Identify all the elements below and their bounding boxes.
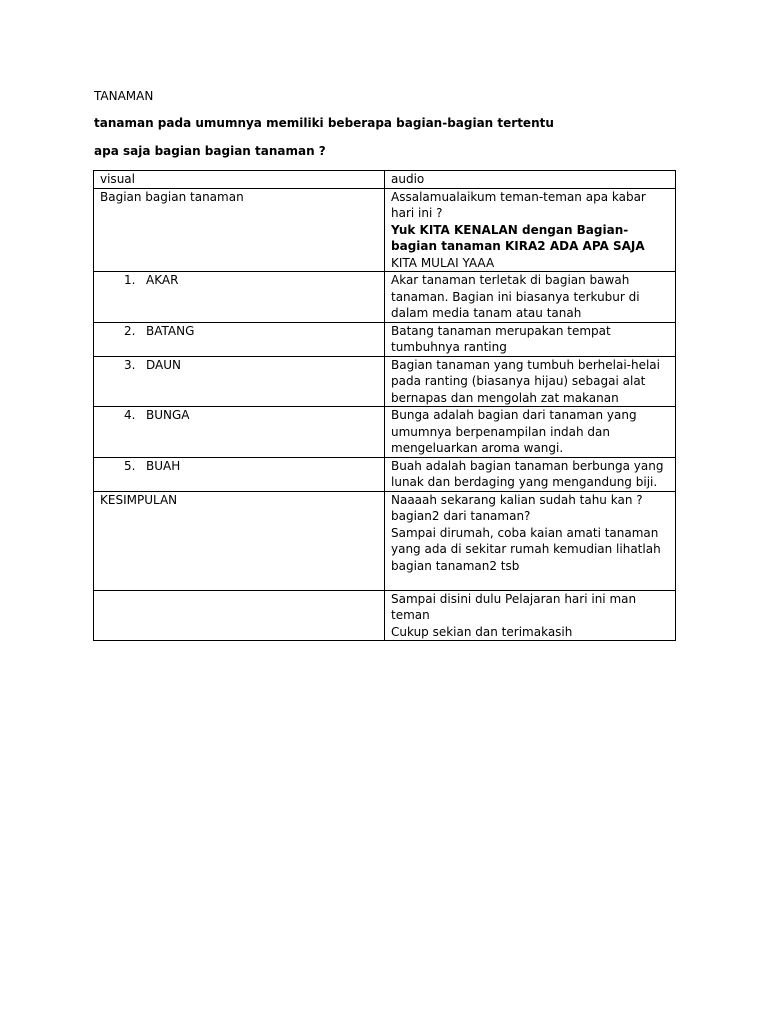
table-header-row (94, 171, 676, 189)
cell-audio: Bunga adalah bagian dari tanaman yang umumnya berpenampilan indah dan mengeluarkan aroma wangi. (385, 407, 676, 458)
cell-visual (94, 590, 385, 641)
closing-thanks: Cukup sekian dan terimakasih (391, 624, 573, 639)
cell-visual: KESIMPULAN (94, 491, 385, 590)
table-row (94, 322, 676, 356)
table-row (94, 590, 676, 641)
list-number: 5. (124, 458, 136, 473)
cell-audio: Akar tanaman terletak di bagian bawah tanaman. Bagian ini biasanya terkubur di dalam media tanam atau tanah (385, 272, 676, 323)
document-title: TANAMAN (94, 89, 154, 103)
conclusion-question: Naaaah sekarang kalian sudah tahu kan ? bagian2 dari tanaman? (391, 492, 643, 523)
list-number: 1. (124, 273, 136, 287)
closing-line: Sampai disini dulu Pelajaran hari ini man teman (391, 591, 637, 622)
part-name: BUAH (146, 458, 181, 473)
list-number: 2. (124, 323, 136, 338)
header-visual: visual (94, 171, 385, 189)
cell-visual (94, 356, 385, 407)
cell-visual (94, 407, 385, 458)
cell-audio (385, 590, 676, 641)
header-audio: audio (385, 171, 676, 189)
cell-audio: Bagian tanaman yang tumbuh berhelai-helai pada ranting (biasanya hijau) sebagai alat bernapas dan mengolah zat makanan (385, 356, 676, 407)
intro-text: tanaman pada umumnya memiliki beberapa bagian-bagian tertentu (94, 116, 554, 130)
table-row (94, 407, 676, 458)
cell-audio (385, 491, 676, 590)
cell-audio: Buah adalah bagian tanaman berbunga yang lunak dan berdaging yang mengandung biji. (385, 457, 676, 491)
list-number: 3. (124, 357, 136, 372)
table-row (94, 188, 676, 272)
storyboard-table (93, 170, 676, 641)
cell-audio: Batang tanaman merupakan tempat tumbuhnya ranting (385, 322, 676, 356)
table-row (94, 356, 676, 407)
start-text: KITA MULAI YAAA (391, 255, 495, 270)
cell-visual (94, 272, 385, 323)
conclusion-task: Sampai dirumah, coba kaian amati tanaman yang ada di sekitar rumah kemudian lihatlah bagian tanaman2 tsb (391, 525, 661, 573)
cell-visual (94, 322, 385, 356)
part-name: BUNGA (146, 408, 190, 422)
cell-audio (385, 188, 676, 272)
cell-visual (94, 457, 385, 491)
part-name: DAUN (146, 357, 181, 372)
invite-text: Yuk KITA KENALAN dengan Bagian-bagian tanaman KIRA2 ADA APA SAJA (391, 222, 645, 253)
table-row (94, 491, 676, 590)
part-name: BATANG (146, 323, 195, 338)
table-row (94, 272, 676, 323)
greeting-text: Assalamualaikum teman-teman apa kabar hari ini ? (391, 189, 646, 220)
cell-visual: Bagian bagian tanaman (94, 188, 385, 272)
table-row (94, 457, 676, 491)
list-number: 4. (124, 408, 136, 422)
part-name: AKAR (146, 273, 179, 287)
question-text: apa saja bagian bagian tanaman ? (94, 144, 326, 158)
